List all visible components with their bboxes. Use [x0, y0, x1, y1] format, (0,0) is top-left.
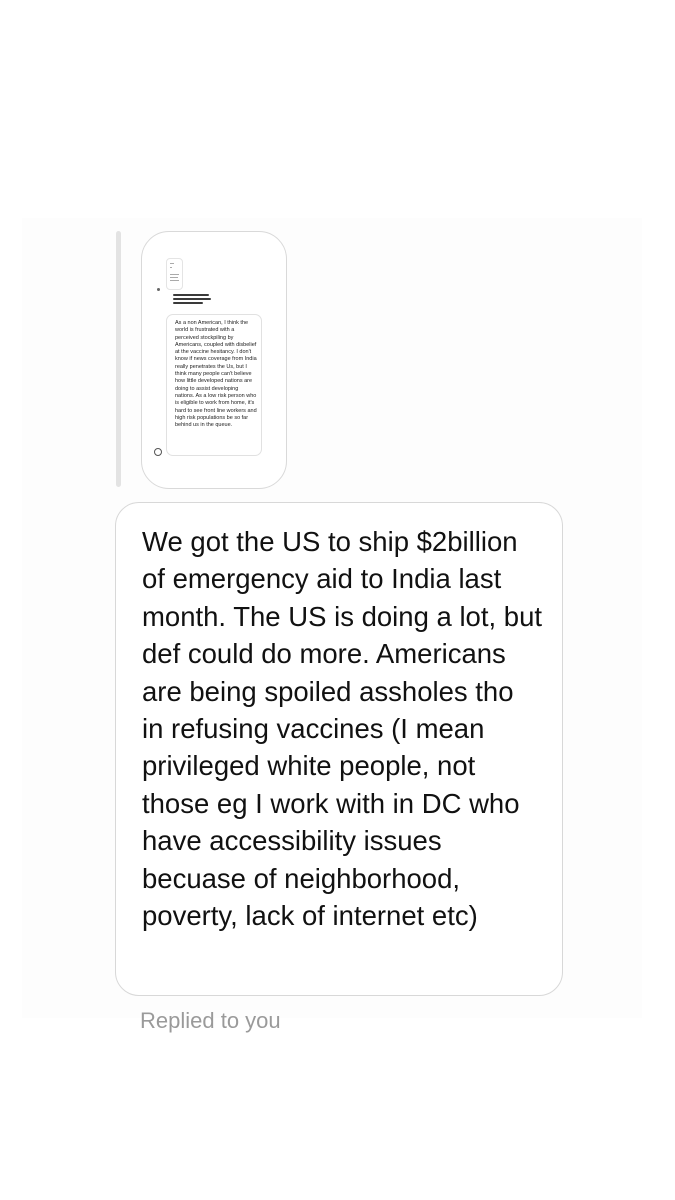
dm-thread-screenshot — [22, 218, 642, 1033]
replied-caption: Replied to you — [140, 1008, 281, 1033]
replied-story-thumbnail[interactable] — [141, 231, 287, 489]
replied-message-text: As a non American, I think the world is frustrated with a perceived stockpiling by Americans, coupled with disbelief at the vaccine hesitancy. I don't know if news coverage from India really penetrates the Us, but I think many people can't believe how little developed nations are doing to assist developing nations. As a low risk person who is eligible to work from home, it's hard to see front line workers and high risk populations be so far behind us in the queue. — [166, 314, 262, 456]
mini-avatar-dot — [157, 288, 160, 291]
mini-message-preview — [166, 258, 183, 290]
redacted-scribble — [173, 294, 211, 304]
profile-avatar-icon — [154, 448, 162, 456]
reply-message-bubble: We got the US to ship $2billion of emergency aid to India last month. The US is doing a lot, but def could do more. Americans are being spoiled assholes tho in refusing vaccines (I mean privileged white people, not those eg I work with in DC who have accessibility issues becuase of neighborhood, poverty, lack of internet etc) — [115, 502, 563, 996]
reply-indicator-bar — [116, 231, 121, 487]
